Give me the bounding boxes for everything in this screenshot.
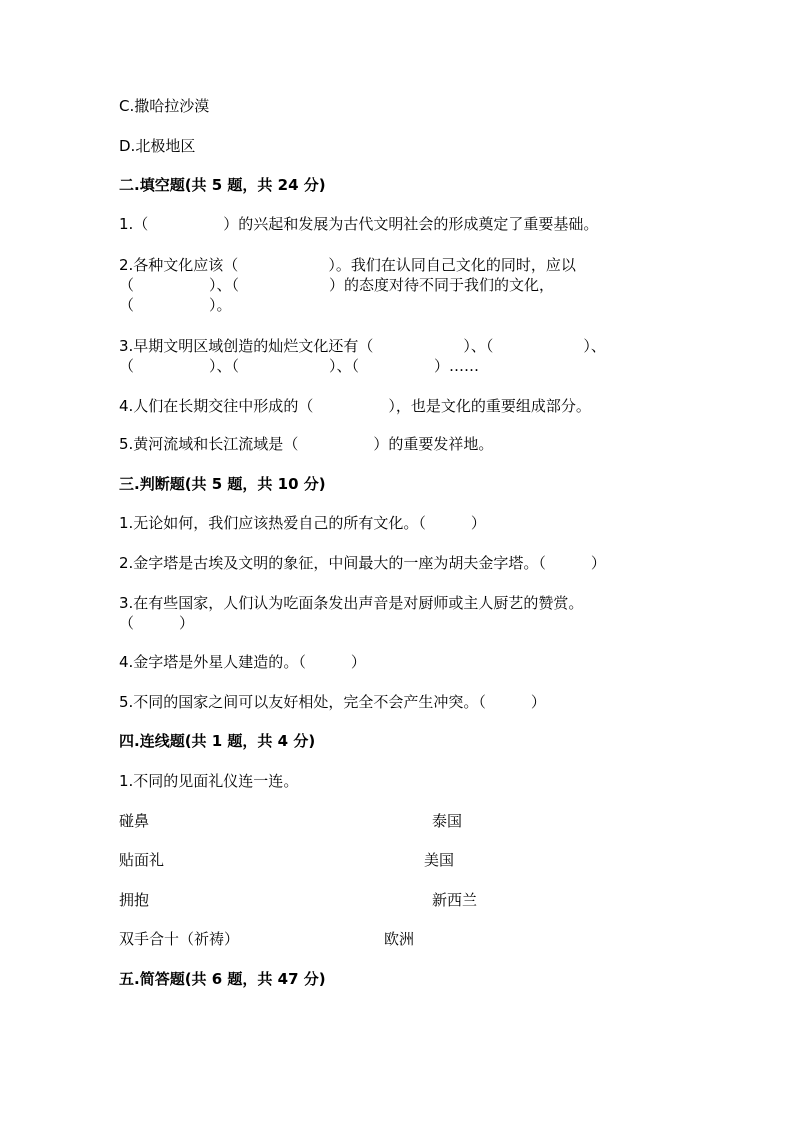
section-heading-true-false: 三.判断题(共 5 题，共 10 分) bbox=[119, 475, 326, 493]
matching-left-item: 双手合十（祈祷） bbox=[119, 930, 240, 948]
fill-question-4: 4.人们在长期交往中形成的（ ），也是文化的重要组成部分。 bbox=[119, 397, 591, 415]
fill-question-3-line-1: 3.早期文明区域创造的灿烂文化还有（ ）、（ ）、 bbox=[119, 337, 606, 355]
option-c: C.撒哈拉沙漠 bbox=[119, 97, 210, 115]
matching-right-item: 欧洲 bbox=[384, 930, 415, 948]
fill-question-2-line-2: （ ）、（ ）的态度对待不同于我们的文化， bbox=[119, 276, 555, 294]
fill-question-1: 1.（ ）的兴起和发展为古代文明社会的形成奠定了重要基础。 bbox=[119, 215, 599, 233]
judge-question-2: 2.金字塔是古埃及文明的象征，中间最大的一座为胡夫金字塔。（ ） bbox=[119, 554, 606, 572]
section-heading-short-answer: 五.简答题(共 6 题，共 47 分) bbox=[119, 970, 326, 988]
option-d: D.北极地区 bbox=[119, 137, 196, 155]
matching-right-item: 泰国 bbox=[432, 812, 463, 830]
fill-question-2-line-3: （ ）。 bbox=[119, 296, 232, 314]
judge-question-1: 1.无论如何，我们应该热爱自己的所有文化。（ ） bbox=[119, 514, 486, 532]
matching-right-item: 新西兰 bbox=[432, 891, 478, 909]
matching-right-item: 美国 bbox=[424, 851, 455, 869]
matching-left-item: 碰鼻 bbox=[119, 812, 150, 830]
judge-question-5: 5.不同的国家之间可以友好相处，完全不会产生冲突。（ ） bbox=[119, 693, 546, 711]
fill-question-2-line-1: 2.各种文化应该（ ）。我们在认同自己文化的同时，应以 bbox=[119, 256, 576, 274]
judge-question-4: 4.金字塔是外星人建造的。（ ） bbox=[119, 653, 366, 671]
section-heading-fill-in: 二.填空题(共 5 题，共 24 分) bbox=[119, 176, 326, 194]
judge-question-3-line-2: （ ） bbox=[119, 614, 195, 632]
judge-question-3-line-1: 3.在有些国家，人们认为吃面条发出声音是对厨师或主人厨艺的赞赏。 bbox=[119, 594, 584, 612]
section-heading-matching: 四.连线题(共 1 题，共 4 分) bbox=[119, 732, 316, 750]
matching-left-item: 贴面礼 bbox=[119, 851, 165, 869]
fill-question-5: 5.黄河流域和长江流域是（ ）的重要发祥地。 bbox=[119, 435, 494, 453]
matching-left-item: 拥抱 bbox=[119, 891, 150, 909]
matching-question-1: 1.不同的见面礼仪连一连。 bbox=[119, 772, 299, 790]
fill-question-3-line-2: （ ）、（ ）、（ ）…… bbox=[119, 357, 480, 375]
